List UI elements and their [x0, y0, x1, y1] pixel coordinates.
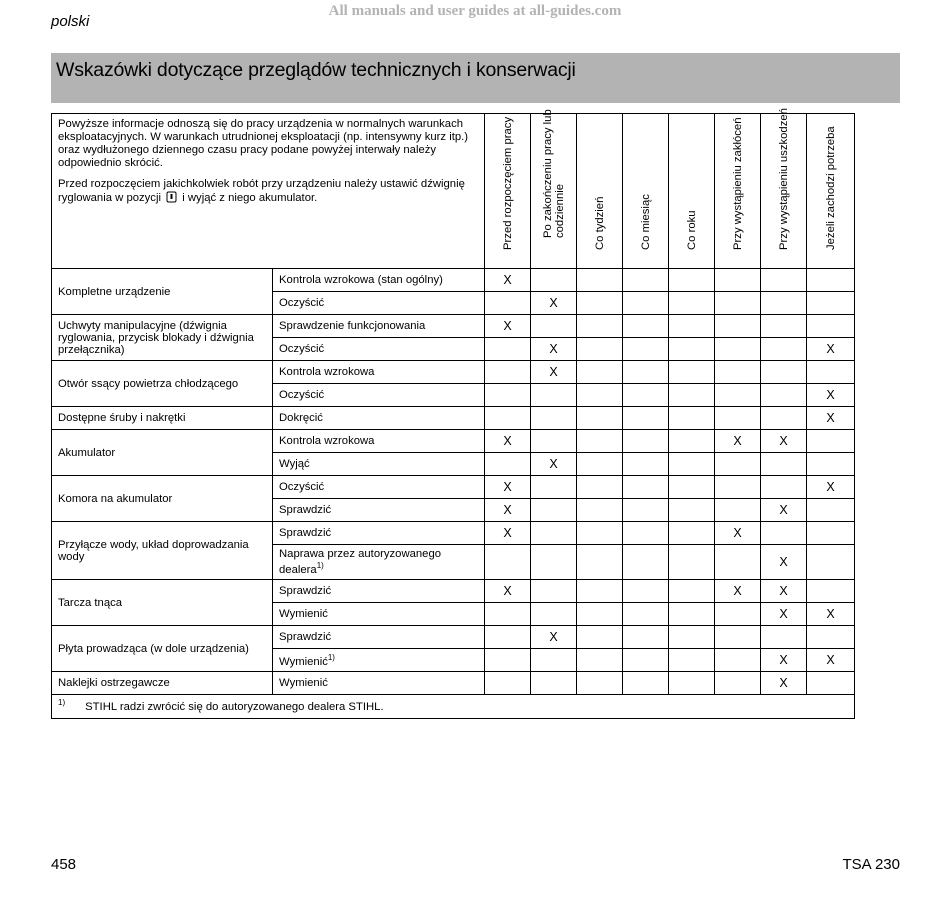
action-label: Oczyścić: [279, 389, 325, 401]
footnote-text: STIHL radzi zwrócić się do autoryzowanego dealera STIHL.: [85, 700, 384, 713]
interval-cell: [761, 626, 807, 649]
interval-cell: [669, 603, 715, 626]
interval-cell: [531, 338, 577, 361]
interval-cell: [623, 315, 669, 338]
action-label: Oczyścić: [279, 343, 325, 355]
interval-cell: [485, 603, 531, 626]
interval-cell: [623, 292, 669, 315]
interval-cell: [531, 672, 577, 695]
interval-cell: [623, 649, 669, 672]
component-label: Dostępne śruby i nakrętki: [52, 407, 273, 430]
interval-cell: [577, 269, 623, 292]
component-label: Uchwyty manipulacyjne (dźwignia ryglowania, przycisk blokady i dźwignia przełącznika): [52, 315, 273, 361]
watermark: All manuals and user guides at all-guides.com: [328, 3, 622, 19]
action-cell: [273, 384, 485, 407]
interval-cell: [623, 269, 669, 292]
check-mark: X: [779, 555, 788, 569]
action-label: Naprawa przez autoryzowanego dealera: [279, 548, 442, 576]
interval-cell: [715, 672, 761, 695]
table-header-row: [52, 114, 855, 269]
column-header-label: Co roku: [685, 210, 698, 250]
interval-cell: [531, 499, 577, 522]
interval-cell: [761, 649, 807, 672]
interval-cell: [807, 361, 855, 384]
check-mark: X: [733, 584, 742, 598]
column-header-label: Co miesiąc: [639, 194, 652, 250]
action-label: Sprawdzić: [279, 504, 332, 516]
component-label: Komora na akumulator: [52, 476, 273, 522]
action-cell: [273, 292, 485, 315]
interval-cell: [761, 545, 807, 580]
check-mark: X: [503, 480, 512, 494]
interval-cell: [715, 361, 761, 384]
interval-cell: [623, 522, 669, 545]
interval-cell: [807, 453, 855, 476]
interval-cell: [531, 545, 577, 580]
interval-cell: [485, 384, 531, 407]
interval-cell: [669, 545, 715, 580]
column-header: [761, 108, 807, 269]
interval-cell: [577, 292, 623, 315]
action-cell: [273, 338, 485, 361]
interval-cell: [715, 603, 761, 626]
interval-cell: [531, 626, 577, 649]
component-label: Kompletne urządzenie: [52, 269, 273, 315]
interval-cell: [761, 430, 807, 453]
model-name: TSA 230: [842, 856, 900, 873]
interval-cell: [485, 361, 531, 384]
interval-cell: [715, 499, 761, 522]
interval-cell: [715, 384, 761, 407]
interval-cell: [531, 476, 577, 499]
interval-cell: [807, 649, 855, 672]
interval-cell: [715, 292, 761, 315]
interval-cell: [531, 269, 577, 292]
table-row: [52, 407, 855, 430]
interval-cell: [623, 407, 669, 430]
interval-cell: [715, 626, 761, 649]
column-header: [485, 114, 531, 269]
interval-cell: [715, 269, 761, 292]
component-label: Otwór ssący powietrza chłodzącego: [52, 361, 273, 407]
interval-cell: [485, 315, 531, 338]
interval-cell: [761, 292, 807, 315]
interval-cell: [761, 476, 807, 499]
check-mark: X: [503, 526, 512, 540]
check-mark: X: [826, 411, 835, 425]
action-label: Oczyścić: [279, 481, 325, 493]
interval-cell: [623, 361, 669, 384]
interval-cell: [807, 292, 855, 315]
check-mark: X: [733, 434, 742, 448]
interval-cell: [623, 430, 669, 453]
interval-cell: [669, 315, 715, 338]
interval-cell: [715, 338, 761, 361]
footnote-cell: [52, 695, 855, 719]
column-header-label: Co tydzień: [593, 196, 606, 250]
interval-cell: [623, 476, 669, 499]
action-cell: [273, 545, 485, 580]
table-body: [52, 269, 855, 695]
page-number: 458: [51, 856, 77, 873]
interval-cell: [761, 672, 807, 695]
table-row: [52, 522, 855, 545]
interval-cell: [807, 407, 855, 430]
action-cell: [273, 361, 485, 384]
table-row: [52, 361, 855, 384]
action-cell: [273, 430, 485, 453]
interval-cell: [623, 672, 669, 695]
action-cell: [273, 649, 485, 672]
interval-cell: [577, 384, 623, 407]
check-mark: X: [549, 365, 558, 379]
check-mark: X: [503, 503, 512, 517]
interval-cell: [761, 603, 807, 626]
column-header-label: Przy wystąpieniu uszkodzeń: [777, 108, 790, 250]
interval-cell: [715, 545, 761, 580]
interval-cell: [715, 476, 761, 499]
component-label: Naklejki ostrzegawcze: [52, 672, 273, 695]
interval-cell: [807, 269, 855, 292]
interval-cell: [669, 430, 715, 453]
interval-cell: [531, 292, 577, 315]
column-header-label: Przed rozpoczęciem pracy: [501, 116, 514, 250]
interval-cell: [623, 384, 669, 407]
interval-cell: [577, 407, 623, 430]
action-cell: [273, 626, 485, 649]
table-row: [52, 580, 855, 603]
column-header: [715, 114, 761, 269]
interval-cell: [485, 292, 531, 315]
lock-position-icon: [166, 191, 177, 207]
interval-cell: [623, 499, 669, 522]
interval-cell: [531, 603, 577, 626]
interval-cell: [485, 269, 531, 292]
action-cell: [273, 315, 485, 338]
interval-cell: [807, 672, 855, 695]
action-label: Wyjąć: [279, 458, 310, 470]
action-label: Sprawdzenie funkcjonowania: [279, 320, 426, 332]
interval-cell: [531, 315, 577, 338]
column-header-label: Jeżeli zachodzi potrzeba: [824, 126, 837, 250]
interval-cell: [669, 649, 715, 672]
interval-cell: [807, 603, 855, 626]
interval-cell: [577, 338, 623, 361]
interval-cell: [577, 580, 623, 603]
action-label: Wymienić: [279, 608, 328, 620]
action-label: Sprawdzić: [279, 585, 332, 597]
interval-cell: [531, 430, 577, 453]
component-label: Przyłącze wody, układ doprowadzania wody: [52, 522, 273, 580]
action-cell: [273, 522, 485, 545]
interval-cell: [807, 522, 855, 545]
check-mark: X: [549, 630, 558, 644]
interval-cell: [577, 522, 623, 545]
column-header-label: Po zakończeniu pracy lub codziennie: [541, 109, 566, 238]
intro-paragraph-2: [58, 178, 479, 207]
interval-cell: [669, 269, 715, 292]
check-mark: X: [826, 342, 835, 356]
intro-paragraph-2-start: Przed rozpoczęciem jakichkolwiek robót przy urządzeniu należy ustawić dźwignię ryglowania w pozycji: [58, 178, 465, 204]
check-mark: X: [826, 653, 835, 667]
interval-cell: [577, 672, 623, 695]
intro-cell: [52, 114, 485, 269]
component-label: Akumulator: [52, 430, 273, 476]
interval-cell: [761, 522, 807, 545]
action-label: Oczyścić: [279, 297, 325, 309]
interval-cell: [761, 338, 807, 361]
interval-cell: [531, 407, 577, 430]
interval-cell: [715, 407, 761, 430]
check-mark: X: [779, 607, 788, 621]
interval-cell: [761, 580, 807, 603]
interval-cell: [669, 580, 715, 603]
component-label: Tarcza tnąca: [52, 580, 273, 626]
interval-cell: [761, 384, 807, 407]
interval-cell: [577, 649, 623, 672]
action-cell: [273, 407, 485, 430]
interval-cell: [715, 430, 761, 453]
footnote-ref: 1): [327, 653, 335, 663]
check-mark: X: [733, 526, 742, 540]
check-mark: X: [779, 434, 788, 448]
footnote-marker: 1): [58, 697, 66, 707]
action-label: Dokręcić: [279, 412, 323, 424]
interval-cell: [669, 476, 715, 499]
interval-cell: [807, 626, 855, 649]
interval-cell: [577, 626, 623, 649]
interval-cell: [669, 292, 715, 315]
interval-cell: [577, 499, 623, 522]
interval-cell: [485, 649, 531, 672]
action-label: Kontrola wzrokowa (stan ogólny): [279, 274, 443, 286]
intro-paragraph-2-end: i wyjąć z niego akumulator.: [182, 192, 318, 204]
column-header: [577, 114, 623, 269]
interval-cell: [485, 580, 531, 603]
interval-cell: [669, 361, 715, 384]
interval-cell: [485, 338, 531, 361]
footnote-ref: 1): [316, 561, 324, 571]
check-mark: X: [779, 676, 788, 690]
action-label: Wymienić: [279, 655, 328, 668]
table-row: [52, 476, 855, 499]
interval-cell: [485, 672, 531, 695]
language-label: polski: [51, 13, 90, 30]
title-bar: [51, 53, 900, 103]
interval-cell: [807, 499, 855, 522]
maintenance-table: [51, 108, 855, 719]
interval-cell: [531, 384, 577, 407]
interval-cell: [715, 580, 761, 603]
action-label: Kontrola wzrokowa: [279, 435, 375, 447]
interval-cell: [485, 407, 531, 430]
interval-cell: [485, 453, 531, 476]
component-label: Płyta prowadząca (w dole urządzenia): [52, 626, 273, 672]
interval-cell: [761, 499, 807, 522]
interval-cell: [669, 522, 715, 545]
interval-cell: [715, 453, 761, 476]
intro-paragraph-1: Powyższe informacje odnoszą się do pracy urządzenia w normalnych warunkach eksploatacyjnych. W warunkach utrudnionej eksploatacji (np. intensywny kurz itp.) oraz wydłużonego dziennego czasu pracy podane powyżej interwały należy odpowiednio skrócić.: [58, 118, 469, 169]
check-mark: X: [779, 653, 788, 667]
interval-cell: [623, 580, 669, 603]
interval-cell: [761, 407, 807, 430]
column-header: [669, 114, 715, 269]
interval-cell: [531, 522, 577, 545]
column-header: [623, 114, 669, 269]
check-mark: X: [503, 319, 512, 333]
interval-cell: [531, 649, 577, 672]
interval-cell: [577, 315, 623, 338]
interval-cell: [577, 361, 623, 384]
interval-cell: [577, 603, 623, 626]
interval-cell: [669, 672, 715, 695]
check-mark: X: [503, 584, 512, 598]
table-row: [52, 672, 855, 695]
footnote-row: [52, 695, 855, 719]
interval-cell: [669, 626, 715, 649]
interval-cell: [577, 545, 623, 580]
interval-cell: [577, 453, 623, 476]
check-mark: X: [549, 296, 558, 310]
interval-cell: [623, 453, 669, 476]
action-cell: [273, 499, 485, 522]
interval-cell: [715, 315, 761, 338]
interval-cell: [669, 453, 715, 476]
page-title: Wskazówki dotyczące przeglądów technicznych i konserwacji: [56, 59, 576, 81]
interval-cell: [623, 626, 669, 649]
interval-cell: [715, 649, 761, 672]
interval-cell: [669, 384, 715, 407]
check-mark: X: [549, 342, 558, 356]
column-header-label: Przy wystąpieniu zakłóceń: [731, 117, 744, 250]
interval-cell: [531, 580, 577, 603]
interval-cell: [485, 476, 531, 499]
action-label: Sprawdzić: [279, 631, 332, 643]
check-mark: X: [826, 607, 835, 621]
action-cell: [273, 269, 485, 292]
check-mark: X: [779, 584, 788, 598]
interval-cell: [577, 430, 623, 453]
interval-cell: [531, 361, 577, 384]
interval-cell: [715, 522, 761, 545]
interval-cell: [669, 338, 715, 361]
interval-cell: [623, 603, 669, 626]
action-label: Kontrola wzrokowa: [279, 366, 375, 378]
interval-cell: [761, 315, 807, 338]
check-mark: X: [826, 388, 835, 402]
interval-cell: [485, 545, 531, 580]
interval-cell: [761, 453, 807, 476]
interval-cell: [669, 499, 715, 522]
interval-cell: [807, 315, 855, 338]
interval-cell: [531, 453, 577, 476]
table-row: [52, 430, 855, 453]
interval-cell: [577, 476, 623, 499]
table-row: [52, 626, 855, 649]
interval-cell: [623, 545, 669, 580]
interval-cell: [485, 499, 531, 522]
check-mark: X: [503, 273, 512, 287]
column-header: [807, 114, 855, 269]
interval-cell: [485, 430, 531, 453]
check-mark: X: [549, 457, 558, 471]
interval-cell: [669, 407, 715, 430]
action-label: Wymienić: [279, 677, 328, 689]
interval-cell: [485, 522, 531, 545]
interval-cell: [807, 384, 855, 407]
interval-cell: [623, 338, 669, 361]
interval-cell: [761, 269, 807, 292]
interval-cell: [807, 580, 855, 603]
interval-cell: [761, 361, 807, 384]
action-cell: [273, 580, 485, 603]
check-mark: X: [826, 480, 835, 494]
action-cell: [273, 672, 485, 695]
table-row: [52, 315, 855, 338]
interval-cell: [807, 476, 855, 499]
check-mark: X: [503, 434, 512, 448]
action-cell: [273, 453, 485, 476]
table-row: [52, 269, 855, 292]
action-label: Sprawdzić: [279, 527, 332, 539]
interval-cell: [807, 430, 855, 453]
column-header: [531, 109, 577, 269]
action-cell: [273, 476, 485, 499]
check-mark: X: [779, 503, 788, 517]
interval-cell: [807, 545, 855, 580]
interval-cell: [485, 626, 531, 649]
action-cell: [273, 603, 485, 626]
interval-cell: [807, 338, 855, 361]
